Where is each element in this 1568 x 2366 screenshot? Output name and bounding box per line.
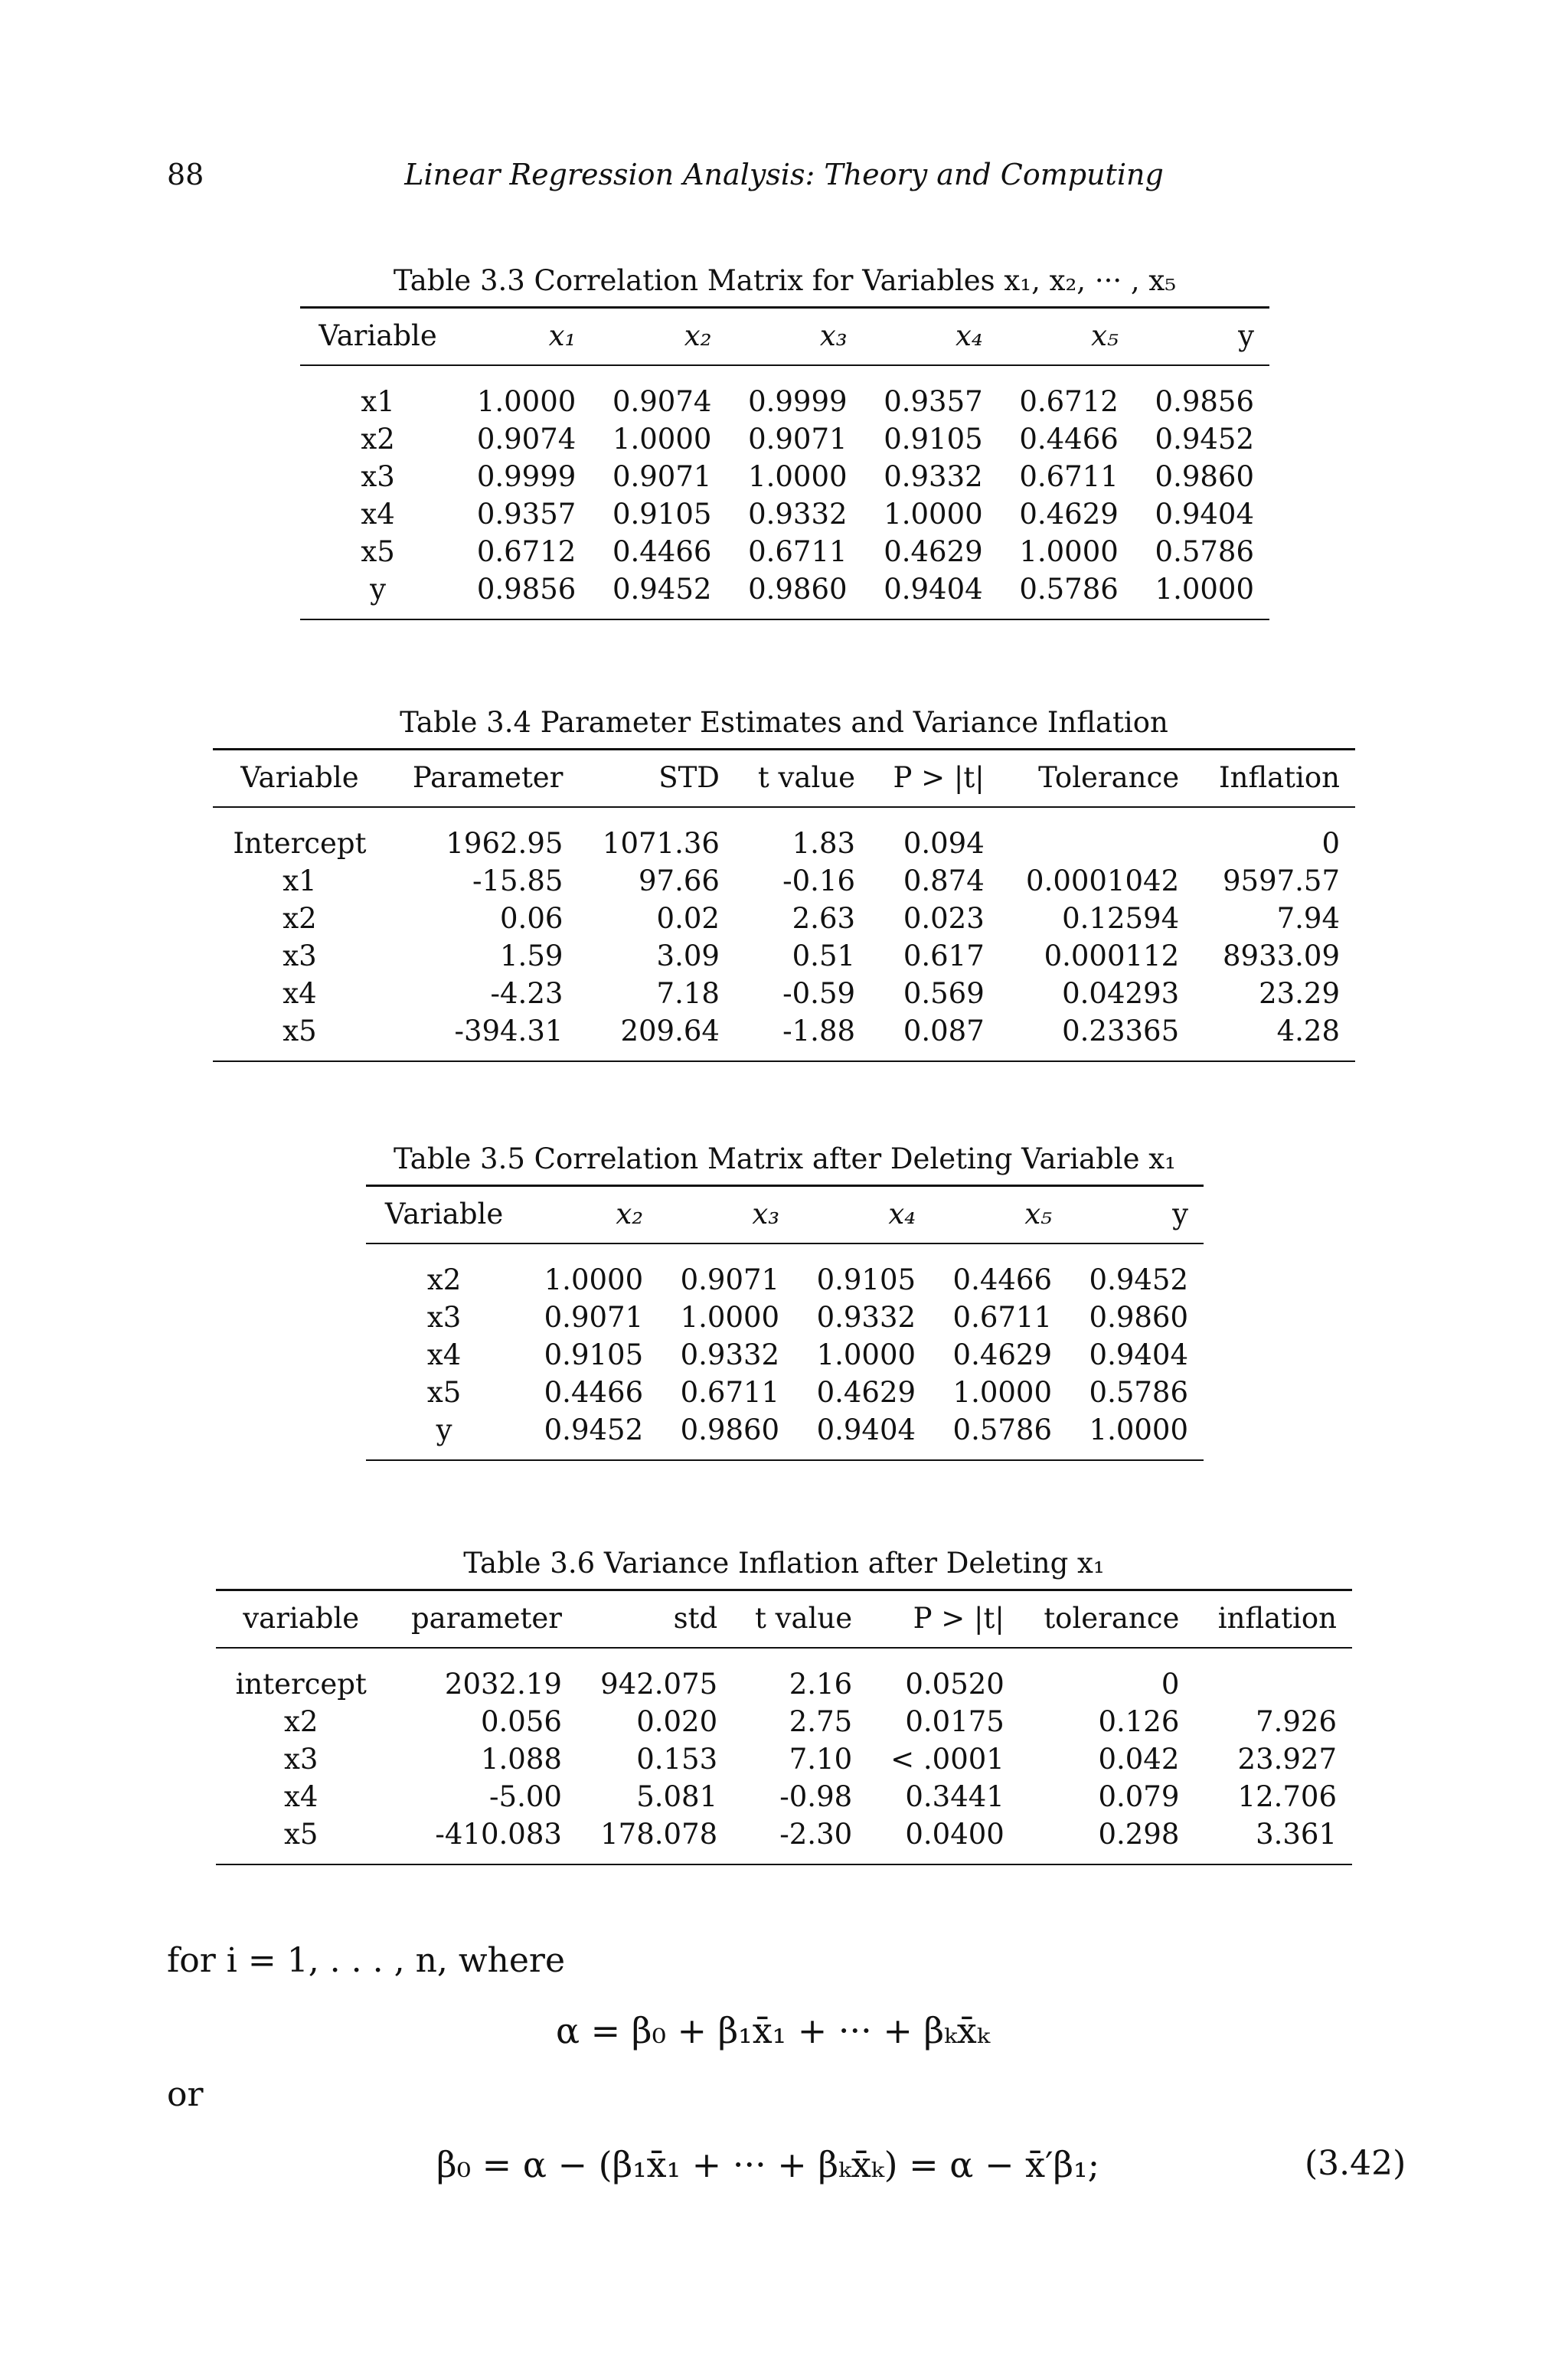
table-cell: 0.079 <box>1098 1780 1180 1813</box>
table-cell: 0 <box>1321 827 1340 860</box>
table-cell: 7.18 <box>656 977 720 1010</box>
table-cell: 0.9452 <box>1155 423 1254 456</box>
table-cell: 3.09 <box>656 940 720 972</box>
table-cell: 0.9404 <box>1155 498 1254 531</box>
table-row <box>300 495 1269 533</box>
table-cell: 0.0175 <box>905 1705 1004 1738</box>
table-row <box>300 420 1269 458</box>
column-header: Parameter <box>387 750 579 808</box>
table-cell: 0.9860 <box>1089 1301 1188 1334</box>
table-cell: 0.9071 <box>612 460 712 493</box>
table-cell: 2.75 <box>789 1705 853 1738</box>
page-header <box>167 158 1401 196</box>
table-row <box>216 1648 1352 1703</box>
table-cell: 0.617 <box>903 940 985 972</box>
table-cell: 0.9404 <box>795 1411 931 1460</box>
row-label: x5 <box>213 1012 387 1061</box>
table-cell: 0.0400 <box>867 1815 1020 1864</box>
table-cell: 0.9357 <box>476 498 577 531</box>
row-label: x2 <box>426 1263 462 1296</box>
table-cell: 0.6712 <box>1019 385 1119 418</box>
table-header-row <box>366 1186 1204 1244</box>
table-row <box>300 533 1269 570</box>
table-cell: 0.9074 <box>612 385 712 418</box>
table-cell: 0.9452 <box>591 570 727 619</box>
row-label: x4 <box>284 1780 318 1813</box>
correlation-table <box>300 306 1269 620</box>
table-cell: 1.0000 <box>680 1301 780 1334</box>
table-cell: 1.088 <box>481 1743 562 1776</box>
table-cell: -5.00 <box>489 1780 562 1813</box>
row-label: x5 <box>216 1815 386 1864</box>
table-cell: -394.31 <box>387 1012 579 1061</box>
table-cell: 0.9357 <box>884 385 983 418</box>
table-cell: 8933.09 <box>1222 940 1340 972</box>
table-cell: 1962.95 <box>446 827 564 860</box>
table-caption: Table 3.3 Correlation Matrix for Variables x₁, x₂, ··· , x₅ <box>393 264 1177 297</box>
column-header: y <box>1067 1186 1204 1244</box>
column-header: std <box>577 1590 733 1649</box>
table-cell: -15.85 <box>472 864 564 897</box>
table-cell: 0.042 <box>1098 1743 1180 1776</box>
table-cell: 2.63 <box>792 902 856 935</box>
table-caption: Table 3.4 Parameter Estimates and Variance Inflation <box>400 706 1168 739</box>
equation-beta0: β₀ = α − (β₁x̄₁ + ··· + βₖx̄ₖ) = α − x̄′β₁; <box>436 2144 1100 2185</box>
table-cell: 0.02 <box>656 902 720 935</box>
table-cell: 0.5786 <box>931 1411 1067 1460</box>
table-row <box>213 807 1355 862</box>
table-cell: -0.59 <box>782 977 856 1010</box>
table-3-5 <box>366 1142 1204 1461</box>
row-label: x5 <box>361 535 395 568</box>
table-cell: -0.16 <box>782 864 856 897</box>
table-header-row <box>216 1590 1352 1649</box>
row-label: intercept <box>235 1668 367 1701</box>
table-cell: 0.5786 <box>998 570 1134 619</box>
table-row <box>366 1374 1204 1411</box>
table-cell: 0.000112 <box>1044 940 1180 972</box>
column-header: STD <box>578 750 735 808</box>
table-cell: 9597.57 <box>1222 864 1340 897</box>
table-row <box>213 900 1355 937</box>
table-cell: 1.0000 <box>544 1263 644 1296</box>
column-header: Variable <box>366 1186 522 1244</box>
table-cell: 0.126 <box>1098 1705 1180 1738</box>
table-cell: 1.0000 <box>884 498 983 531</box>
table-cell: 3.361 <box>1194 1815 1352 1864</box>
table-row <box>300 570 1269 619</box>
table-cell: 4.28 <box>1194 1012 1355 1061</box>
table-cell: 0.9071 <box>748 423 848 456</box>
table-cell: 0.51 <box>792 940 856 972</box>
table-cell: 0.9860 <box>1155 460 1254 493</box>
row-label: x2 <box>361 423 395 456</box>
table-cell: 0 <box>1161 1668 1180 1701</box>
table-header-row <box>213 750 1355 808</box>
row-label: x1 <box>361 385 395 418</box>
table-row <box>213 862 1355 900</box>
table-cell: 0.6712 <box>476 535 577 568</box>
column-header: inflation <box>1194 1590 1352 1649</box>
table-row <box>366 1336 1204 1374</box>
table-caption: Table 3.5 Correlation Matrix after Deleting Variable x₁ <box>394 1142 1176 1175</box>
table-cell: 0.5786 <box>1089 1376 1188 1409</box>
table-cell: 0.153 <box>636 1743 718 1776</box>
table-cell: 0.9105 <box>612 498 712 531</box>
table-cell: 0.06 <box>500 902 564 935</box>
table-cell: 7.10 <box>789 1743 853 1776</box>
table-cell: 0.9074 <box>476 423 577 456</box>
table-cell: 0.04293 <box>1062 977 1180 1010</box>
table-cell: 0.9332 <box>748 498 848 531</box>
table-row <box>366 1411 1204 1460</box>
table-cell: 1.59 <box>500 940 564 972</box>
table-cell: 0.6711 <box>680 1376 780 1409</box>
text-for-where: for i = 1, . . . , n, where <box>167 1941 565 1980</box>
row-label: x5 <box>426 1376 462 1409</box>
table-cell: 0.056 <box>481 1705 562 1738</box>
column-header: tolerance <box>1020 1590 1195 1649</box>
column-header: y <box>1134 308 1269 366</box>
table-cell: -2.30 <box>733 1815 867 1864</box>
table-cell: 0.9105 <box>816 1263 916 1296</box>
table-cell: 0.9999 <box>748 385 848 418</box>
row-label: x3 <box>426 1301 462 1334</box>
table-cell: 2.16 <box>789 1668 853 1701</box>
table-header-row <box>300 308 1269 366</box>
table-cell: 0.023 <box>903 902 985 935</box>
running-title: Linear Regression Analysis: Theory and Computing <box>404 158 1164 191</box>
table-cell: 1.83 <box>792 827 856 860</box>
table-cell: 0.9105 <box>544 1338 644 1371</box>
table-3-3 <box>300 264 1269 620</box>
table-row <box>366 1299 1204 1336</box>
column-header: Variable <box>300 308 456 366</box>
table-cell: 0.874 <box>903 864 985 897</box>
table-cell: 1.0000 <box>1067 1411 1204 1460</box>
table-cell: 0.9452 <box>522 1411 658 1460</box>
table-row <box>213 937 1355 975</box>
column-header: Inflation <box>1194 750 1355 808</box>
column-header: x₂ <box>591 308 727 366</box>
table-row <box>213 1012 1355 1061</box>
table-cell: 1.0000 <box>816 1338 916 1371</box>
table-row <box>300 458 1269 495</box>
table-cell: 0.9071 <box>544 1301 644 1334</box>
table-cell: 209.64 <box>578 1012 735 1061</box>
table-cell: 0.4629 <box>884 535 983 568</box>
table-cell: 23.927 <box>1237 1743 1337 1776</box>
table-cell: 0.9856 <box>456 570 591 619</box>
table-cell: 0.9452 <box>1089 1263 1188 1296</box>
table-cell: 0.9404 <box>1089 1338 1188 1371</box>
row-label: x4 <box>283 977 317 1010</box>
row-label: x3 <box>284 1743 318 1776</box>
table-3-4 <box>213 706 1355 1062</box>
table-cell: 0.12594 <box>1062 902 1180 935</box>
row-label: y <box>300 570 456 619</box>
table-cell: 0.9860 <box>658 1411 795 1460</box>
table-cell: 0.0001042 <box>1026 864 1180 897</box>
row-label: x4 <box>426 1338 462 1371</box>
column-header: Variable <box>213 750 387 808</box>
equation-number: (3.42) <box>1305 2144 1406 2183</box>
table-cell: 0.6711 <box>748 535 848 568</box>
table-row <box>213 975 1355 1012</box>
table-cell: -0.98 <box>779 1780 853 1813</box>
table-cell: 12.706 <box>1237 1780 1337 1813</box>
table-cell: 0.9404 <box>863 570 998 619</box>
table-cell: 0.298 <box>1020 1815 1195 1864</box>
row-label: y <box>366 1411 522 1460</box>
table-cell: 1.0000 <box>1019 535 1119 568</box>
column-header: P > |t| <box>867 1590 1020 1649</box>
table-cell: < .0001 <box>890 1743 1004 1776</box>
correlation-table-reduced <box>366 1185 1204 1461</box>
table-cell: 1.0000 <box>748 460 848 493</box>
column-header: x₄ <box>863 308 998 366</box>
table-caption: Table 3.6 Variance Inflation after Deleting x₁ <box>463 1547 1105 1580</box>
table-row <box>216 1815 1352 1864</box>
table-cell: 0.9856 <box>1155 385 1254 418</box>
column-header: Tolerance <box>1000 750 1194 808</box>
column-header: t value <box>735 750 871 808</box>
table-cell: 0.5786 <box>1155 535 1254 568</box>
column-header: x₅ <box>998 308 1134 366</box>
table-cell: 0.4629 <box>1019 498 1119 531</box>
table-cell: 0.4466 <box>612 535 712 568</box>
table-cell: 0.23365 <box>1000 1012 1194 1061</box>
column-header: x₅ <box>931 1186 1067 1244</box>
table-cell: 942.075 <box>600 1668 718 1701</box>
table-cell: 0.020 <box>636 1705 718 1738</box>
table-cell: 0.6711 <box>952 1301 1053 1334</box>
table-cell: 1.0000 <box>476 385 577 418</box>
table-cell: 1.0000 <box>612 423 712 456</box>
table-cell: 1071.36 <box>602 827 720 860</box>
table-cell: -1.88 <box>735 1012 871 1061</box>
table-cell: 0.0520 <box>905 1668 1004 1701</box>
column-header: x₃ <box>727 308 862 366</box>
table-cell: 178.078 <box>577 1815 733 1864</box>
table-cell: 0.9332 <box>816 1301 916 1334</box>
table-cell: 0.4629 <box>816 1376 916 1409</box>
variance-inflation-table <box>216 1589 1352 1865</box>
table-cell: 0.4466 <box>544 1376 644 1409</box>
column-header: x₂ <box>522 1186 658 1244</box>
column-header: variable <box>216 1590 386 1649</box>
table-cell: 0.9999 <box>476 460 577 493</box>
table-cell: 7.94 <box>1276 902 1340 935</box>
table-3-6 <box>216 1547 1352 1865</box>
table-cell: 0.9332 <box>884 460 983 493</box>
table-cell: -4.23 <box>490 977 564 1010</box>
table-cell <box>1194 1648 1352 1703</box>
table-cell: 0.9332 <box>680 1338 780 1371</box>
page-number: 88 <box>167 158 204 191</box>
table-cell: 2032.19 <box>444 1668 562 1701</box>
row-label: x2 <box>284 1705 318 1738</box>
row-label: x1 <box>283 864 317 897</box>
table-cell: 0.9105 <box>884 423 983 456</box>
table-cell: 1.0000 <box>952 1376 1053 1409</box>
table-cell: -410.083 <box>386 1815 577 1864</box>
text-or: or <box>167 2075 204 2114</box>
column-header: t value <box>733 1590 867 1649</box>
table-row <box>216 1740 1352 1778</box>
table-row <box>216 1778 1352 1815</box>
parameter-estimates-table <box>213 748 1355 1062</box>
row-label: x3 <box>283 940 317 972</box>
table-cell: 7.926 <box>1256 1705 1337 1738</box>
row-label: x3 <box>361 460 395 493</box>
table-cell: 23.29 <box>1259 977 1340 1010</box>
table-cell: 0.087 <box>871 1012 1000 1061</box>
row-label: x4 <box>361 498 395 531</box>
column-header: x₁ <box>456 308 591 366</box>
column-header: x₄ <box>795 1186 931 1244</box>
table-row <box>216 1703 1352 1740</box>
equation-alpha: α = β₀ + β₁x̄₁ + ··· + βₖx̄ₖ <box>556 2010 990 2051</box>
table-cell: 0.4466 <box>1019 423 1119 456</box>
table-cell: 0.4466 <box>952 1263 1053 1296</box>
table-cell <box>1000 807 1194 862</box>
table-cell: 97.66 <box>638 864 720 897</box>
row-label: x2 <box>283 902 317 935</box>
table-cell: 5.081 <box>636 1780 718 1813</box>
table-row <box>366 1243 1204 1299</box>
row-label: Intercept <box>233 827 367 860</box>
table-row <box>300 365 1269 420</box>
table-cell: 0.094 <box>903 827 985 860</box>
table-cell: 0.6711 <box>1019 460 1119 493</box>
table-cell: 1.0000 <box>1134 570 1269 619</box>
column-header: x₃ <box>658 1186 795 1244</box>
table-cell: 0.569 <box>903 977 985 1010</box>
table-cell: 0.3441 <box>905 1780 1004 1813</box>
column-header: parameter <box>386 1590 577 1649</box>
column-header: P > |t| <box>871 750 1000 808</box>
table-cell: 0.9071 <box>680 1263 780 1296</box>
table-cell: 0.9860 <box>727 570 862 619</box>
table-cell: 0.4629 <box>952 1338 1053 1371</box>
